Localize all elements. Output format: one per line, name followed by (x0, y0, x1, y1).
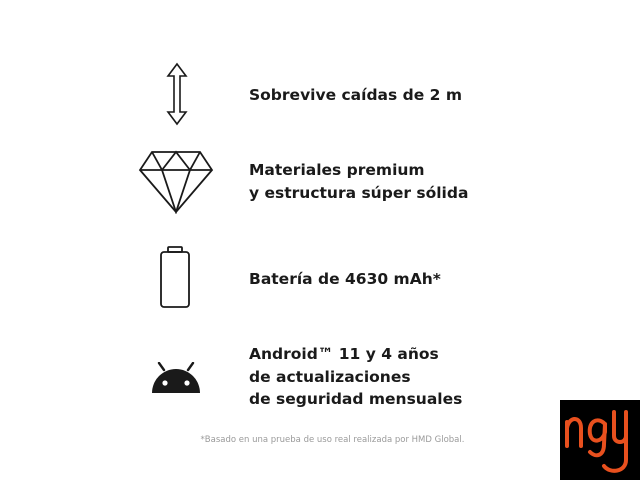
feature-drop-line-1: Sobrevive caídas de 2 m (249, 86, 462, 104)
feature-android-line-3: de seguridad mensuales (249, 390, 463, 408)
feature-android-text (249, 343, 462, 411)
feature-drop-text (249, 84, 462, 107)
android-icon (150, 362, 202, 394)
feature-android-line-2: de actualizaciones (249, 367, 411, 386)
feature-materials-text (249, 159, 468, 204)
footnote: *Basado en una prueba de uso real realizada por HMD Global. (200, 435, 465, 445)
feature-android-line-1: Android™ 11 y 4 años (249, 345, 439, 363)
feature-battery-line-1: Batería de 4630 mAh* (249, 270, 441, 288)
feature-materials-line-1: Materiales premium (249, 161, 425, 179)
brand-logo (560, 400, 640, 480)
feature-battery-text (249, 268, 441, 291)
battery-icon (158, 245, 192, 309)
double-arrow-icon (166, 62, 188, 126)
ngu-logo-icon (560, 400, 640, 480)
diamond-icon (138, 150, 214, 214)
feature-materials-line-2: y estructura súper sólida (249, 183, 469, 202)
